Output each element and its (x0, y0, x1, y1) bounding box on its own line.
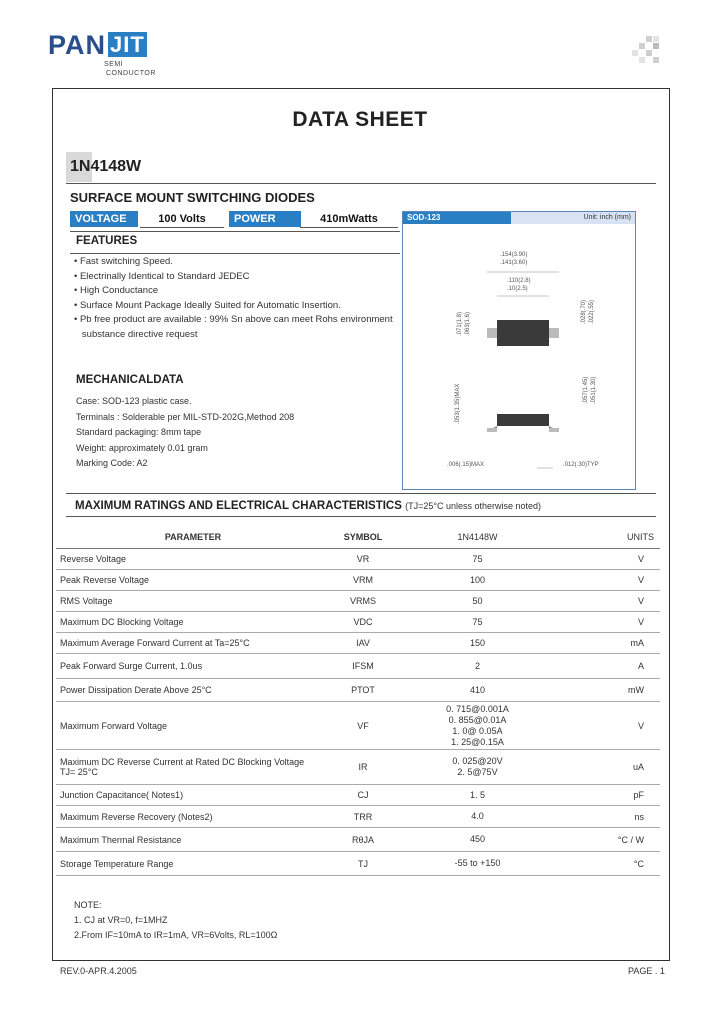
dim-height: .053(1.35)MAX (455, 383, 461, 424)
unit-cell: mA (559, 633, 660, 654)
notes (74, 898, 277, 943)
dim-top-1: .154(3.90) (500, 252, 528, 258)
unit-cell: pF (559, 785, 660, 806)
param-cell: Maximum DC Blocking Voltage (56, 612, 330, 633)
table-row (56, 549, 660, 570)
divider (66, 493, 656, 494)
table-row (56, 852, 660, 876)
voltage-value: 100 Volts (140, 211, 224, 228)
note-item: 1. CJ at VR=0, f=1MHZ (74, 915, 168, 925)
unit-cell: mW (559, 679, 660, 702)
mechanical-list (76, 394, 294, 472)
list-item: Terminals : Solderable per MIL-STD-202G,Method 208 (76, 411, 295, 422)
power-value: 410mWatts (300, 211, 398, 228)
footer-divider (52, 960, 670, 961)
table-header-row (56, 526, 660, 549)
package-body-top (497, 320, 549, 346)
logo-sub-2: CONDUCTOR (106, 70, 156, 77)
col-header: PARAMETER (56, 526, 330, 549)
package-label: SOD-123 (403, 212, 511, 224)
unit-cell: ns (559, 806, 660, 828)
list-item: • Electrinally Identical to Standard JEDEC (74, 270, 250, 282)
symbol-cell: VF (330, 702, 396, 750)
symbol-cell: VDC (330, 612, 396, 633)
value-cell: 410 (396, 679, 559, 702)
list-item: Standard packaging: 8mm tape (76, 427, 202, 437)
param-cell: Power Dissipation Derate Above 25°C (56, 679, 330, 702)
col-header: UNITS (559, 526, 660, 549)
list-item: • High Conductance (74, 285, 159, 296)
package-unit: Unit: inch (mm) (583, 214, 631, 221)
value-cell: 75 (396, 612, 559, 633)
product-subtitle: SURFACE MOUNT SWITCHING DIODES (70, 190, 315, 205)
value-cell: 75 (396, 549, 559, 570)
col-header: 1N4148W (396, 526, 559, 549)
logo-sub-1: SEMI (104, 61, 124, 68)
dim-side-b: .051(1.30) (591, 376, 597, 404)
ratings-title: MAXIMUM RATINGS AND ELECTRICAL CHARACTERISTICS (75, 500, 402, 512)
list-item: Weight: approximately 0.01 gram (76, 442, 208, 453)
unit-cell: °C (559, 852, 660, 876)
page-frame-right (669, 88, 670, 960)
unit-cell: V (559, 702, 660, 750)
param-cell: Storage Temperature Range (56, 852, 330, 876)
param-cell: Maximum Forward Voltage (56, 702, 330, 750)
table-row (56, 750, 660, 785)
value-cell: 0. 025@20V 2. 5@75V (396, 750, 559, 785)
symbol-cell: RθJA (330, 828, 396, 852)
symbol-cell: TJ (330, 852, 396, 876)
dim-top-2: .141(3.60) (500, 260, 528, 266)
param-cell: Peak Forward Surge Current, 1.0us (56, 654, 330, 679)
value-cell: 100 (396, 570, 559, 591)
symbol-cell: IAV (330, 633, 396, 654)
unit-cell: A (559, 654, 660, 679)
table-row (56, 570, 660, 591)
dim-right-a: .028(.70) (581, 299, 587, 324)
value-cell: 0. 715@0.001A 0. 855@0.01A 1. 0@ 0.05A 1. 25@0.15A (396, 702, 559, 750)
lead-left (487, 328, 497, 338)
unit-cell: V (559, 570, 660, 591)
table-row (56, 591, 660, 612)
ratings-heading (75, 500, 541, 512)
symbol-cell: VR (330, 549, 396, 570)
param-cell: Junction Capacitance( Notes1) (56, 785, 330, 806)
mechanical-heading: MECHANICALDATA (76, 374, 184, 386)
table-row (56, 679, 660, 702)
features-heading: FEATURES (76, 235, 138, 247)
voltage-label: VOLTAGE (70, 211, 138, 227)
symbol-cell: PTOT (330, 679, 396, 702)
value-cell: 150 (396, 633, 559, 654)
unit-cell: V (559, 591, 660, 612)
divider (66, 516, 656, 517)
value-cell: 2 (396, 654, 559, 679)
list-item: substance directive request (74, 328, 198, 340)
value-cell: -55 to +150 (396, 852, 559, 876)
dim-right-b: .022(.55) (589, 299, 595, 324)
dim-body-1: .110(2.8) (507, 278, 531, 284)
param-cell: Maximum Reverse Recovery (Notes2) (56, 806, 330, 828)
dim-left-a: .071(1.8) (457, 311, 463, 336)
value-cell: 50 (396, 591, 559, 612)
logo-text-jit: JIT (110, 32, 145, 57)
value-cell: 4.0 (396, 806, 559, 828)
page-title: DATA SHEET (292, 108, 428, 131)
revision-text: REV.0-APR.4.2005 (60, 966, 137, 976)
package-drawing (402, 211, 636, 490)
part-number: 1N4148W (70, 158, 142, 175)
param-cell: Reverse Voltage (56, 549, 330, 570)
param-cell: Maximum DC Reverse Current at Rated DC Blocking Voltage TJ= 25°C (56, 750, 330, 785)
param-cell: Peak Reverse Voltage (56, 570, 330, 591)
symbol-cell: CJ (330, 785, 396, 806)
list-item: • Pb free product are available : 99% Sn above can meet Rohs environment (74, 314, 393, 325)
package-body-side (497, 414, 549, 426)
unit-cell: V (559, 549, 660, 570)
logo-text-pan: PAN (48, 30, 107, 60)
table-row (56, 828, 660, 852)
table-row (56, 654, 660, 679)
table-row (56, 702, 660, 750)
table-row (56, 806, 660, 828)
dim-left-b: .063(1.6) (465, 311, 471, 336)
list-item: • Fast switching Speed. (74, 256, 173, 267)
company-logo (48, 30, 168, 80)
list-item: Marking Code: A2 (76, 458, 148, 468)
notes-heading: NOTE: (74, 900, 102, 910)
unit-cell: V (559, 612, 660, 633)
list-item: Case: SOD-123 plastic case. (76, 396, 192, 406)
lead-right (549, 328, 559, 338)
note-item: 2.From IF=10mA to IR=1mA, VR=6Volts, RL=100Ω (74, 930, 278, 940)
power-label: POWER (229, 211, 301, 227)
unit-cell: uA (559, 750, 660, 785)
param-cell: Maximum Average Forward Current at Ta=25°C (56, 633, 330, 654)
value-cell: 1. 5 (396, 785, 559, 806)
divider (66, 183, 656, 184)
symbol-cell: TRR (330, 806, 396, 828)
table-row (56, 633, 660, 654)
list-item: • Surface Mount Package Ideally Suited for Automatic Insertion. (74, 299, 341, 311)
corner-decoration-icon (632, 36, 660, 64)
dim-body-2: .10(2.5) (507, 286, 528, 292)
dim-lead: .006(.15)MAX (447, 462, 485, 468)
features-list (74, 255, 404, 342)
table-row (56, 785, 660, 806)
symbol-cell: VRM (330, 570, 396, 591)
symbol-cell: VRMS (330, 591, 396, 612)
symbol-cell: IR (330, 750, 396, 785)
value-cell: 450 (396, 828, 559, 852)
ratings-table (56, 526, 660, 876)
param-cell: RMS Voltage (56, 591, 330, 612)
page-number: PAGE . 1 (628, 966, 665, 976)
package-outline-svg (403, 226, 635, 488)
symbol-cell: IFSM (330, 654, 396, 679)
unit-cell: °C / W (559, 828, 660, 852)
table-row (56, 612, 660, 633)
dim-foot: .012(.30)TYP (563, 462, 599, 468)
dim-side-a: .057(1.45) (583, 376, 589, 404)
ratings-condition: (TJ=25°C unless otherwise noted) (405, 501, 542, 511)
param-cell: Maximum Thermal Resistance (56, 828, 330, 852)
col-header: SYMBOL (330, 526, 396, 549)
